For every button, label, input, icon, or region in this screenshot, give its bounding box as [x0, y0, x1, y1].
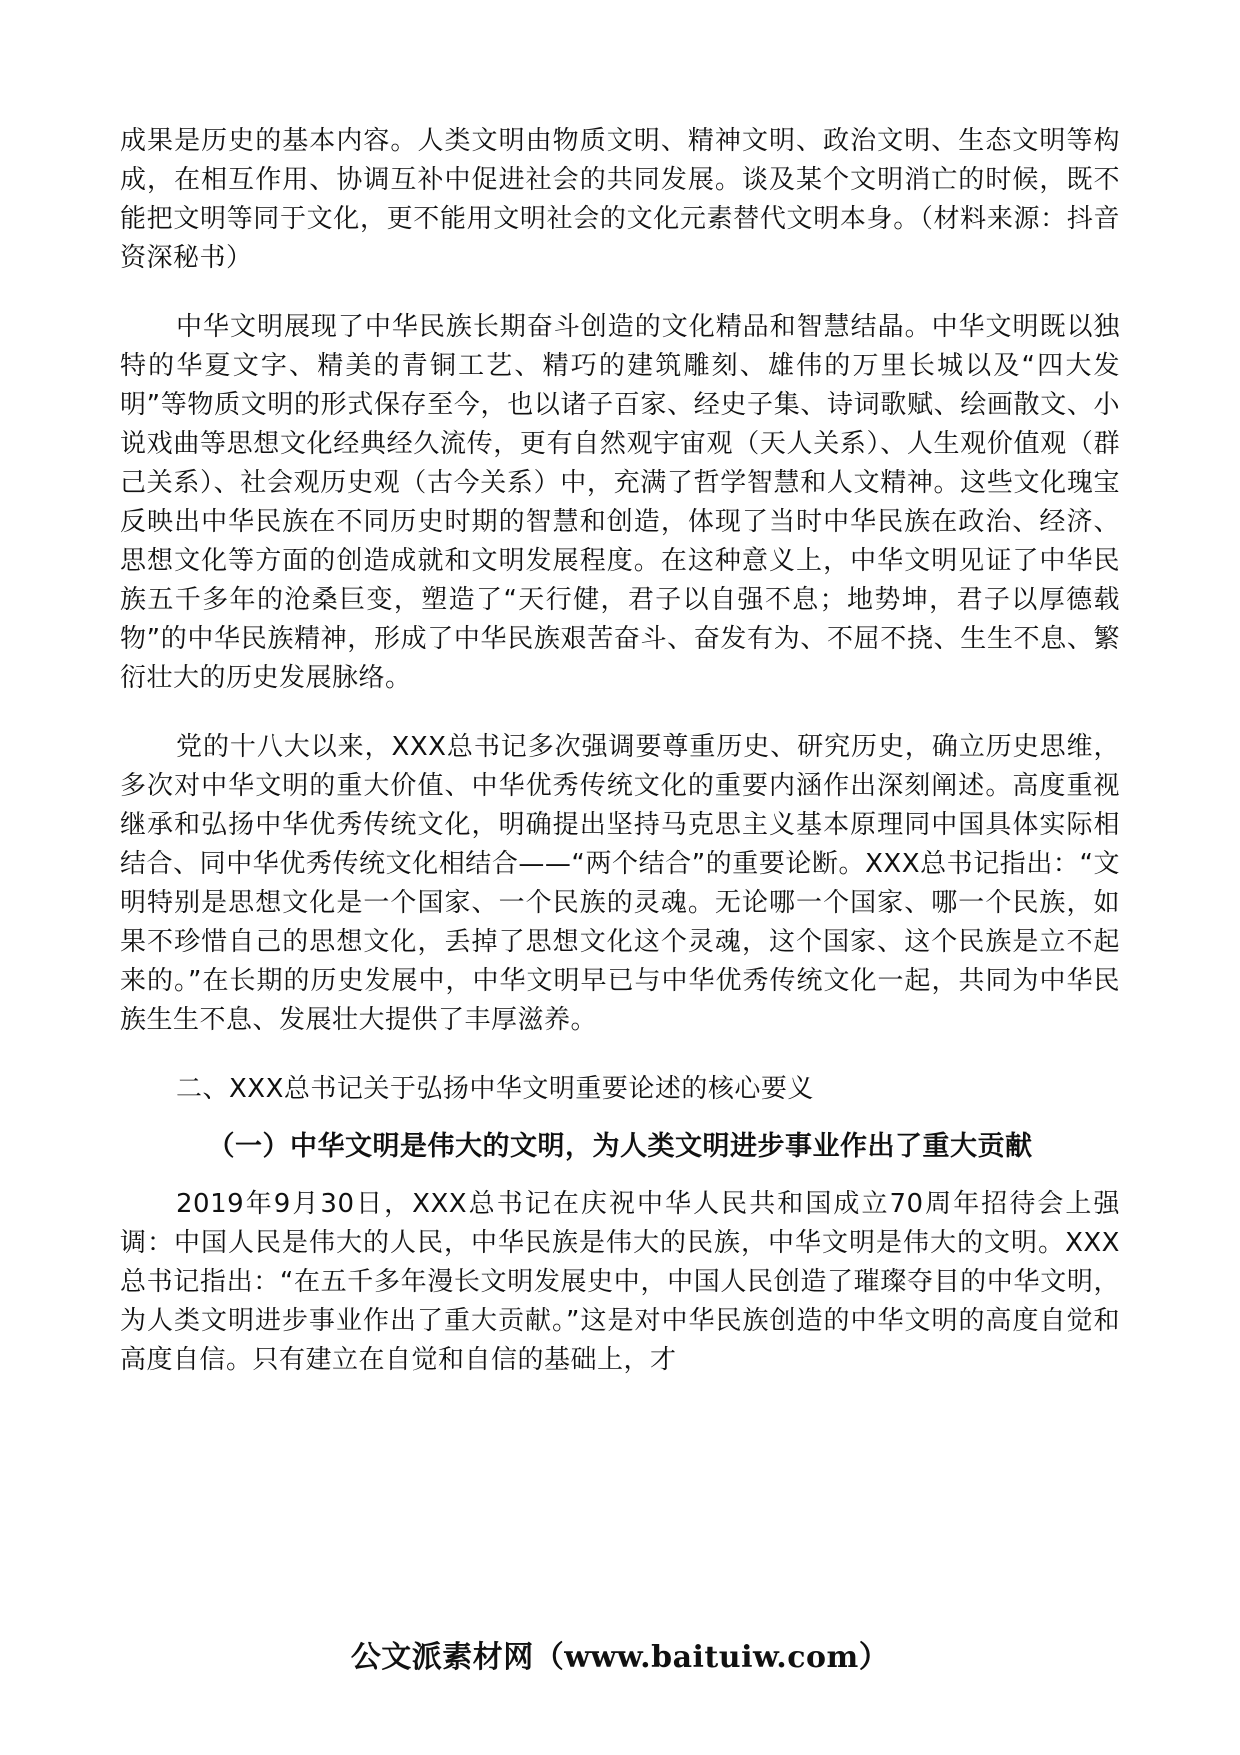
document-body	[120, 122, 1120, 1380]
footer-watermark: 公文派素材网（www.baituiw.com）	[350, 1640, 890, 1675]
paragraph-4: 2019年9月30日，XXX总书记在庆祝中华人民共和国成立70周年招待会上强调：中国人民是伟大的人民，中华民族是伟大的民族，中华文明是伟大的文明。XXX总书记指出：“在五千多年漫长文明发展史中，中国人民创造了璀璨夺目的中华文明，为人类文明进步事业作出了重大贡献。”这是对中华民族创造的中华文明的高度自觉和高度自信。只有建立在自觉和自信的基础上，才	[120, 1189, 1120, 1375]
paragraph-3: 党的十八大以来，XXX总书记多次强调要尊重历史、研究历史，确立历史思维，多次对中华文明的重大价值、中华优秀传统文化的重要内涵作出深刻阐述。高度重视继承和弘扬中华优秀传统文化，明确提出坚持马克思主义基本原理同中国具体实际相结合、同中华优秀传统文化相结合——“两个结合”的重要论断。XXX总书记指出：“文明特别是思想文化是一个国家、一个民族的灵魂。无论哪一个国家、哪一个民族，如果不珍惜自己的思想文化，丢掉了思想文化这个灵魂，这个国家、这个民族是立不起来的。”在长期的历史发展中，中华文明早已与中华优秀传统文化一起，共同为中华民族生生不息、发展壮大提供了丰厚滋养。	[120, 732, 1120, 1035]
section-heading: 二、XXX总书记关于弘扬中华文明重要论述的核心要义	[176, 1074, 814, 1104]
paragraph-1: 成果是历史的基本内容。人类文明由物质文明、精神文明、政治文明、生态文明等构成，在相互作用、协调互补中促进社会的共同发展。谈及某个文明消亡的时候，既不能把文明等同于文化，更不能用文明社会的文化元素替代文明本身。（材料来源：抖音资深秘书）	[120, 126, 1120, 273]
paragraph-2: 中华文明展现了中华民族长期奋斗创造的文化精品和智慧结晶。中华文明既以独特的华夏文字、精美的青铜工艺、精巧的建筑雕刻、雄伟的万里长城以及“四大发明”等物质文明的形式保存至今，也以诸子百家、经史子集、诗词歌赋、绘画散文、小说戏曲等思想文化经典经久流传，更有自然观宇宙观（天人关系）、人生观价值观（群己关系）、社会观历史观（古今关系）中，充满了哲学智慧和人文精神。这些文化瑰宝反映出中华民族在不同历史时期的智慧和创造，体现了当时中华民族在政治、经济、思想文化等方面的创造成就和文明发展程度。在这种意义上，中华文明见证了中华民族五千多年的沧桑巨变，塑造了“天行健，君子以自强不息；地势坤，君子以厚德载物”的中华民族精神，形成了中华民族艰苦奋斗、奋发有为、不屈不挠、生生不息、繁衍壮大的历史发展脉络。	[120, 312, 1120, 693]
subsection-heading: （一）中华文明是伟大的文明，为人类文明进步事业作出了重大贡献	[207, 1131, 1033, 1162]
